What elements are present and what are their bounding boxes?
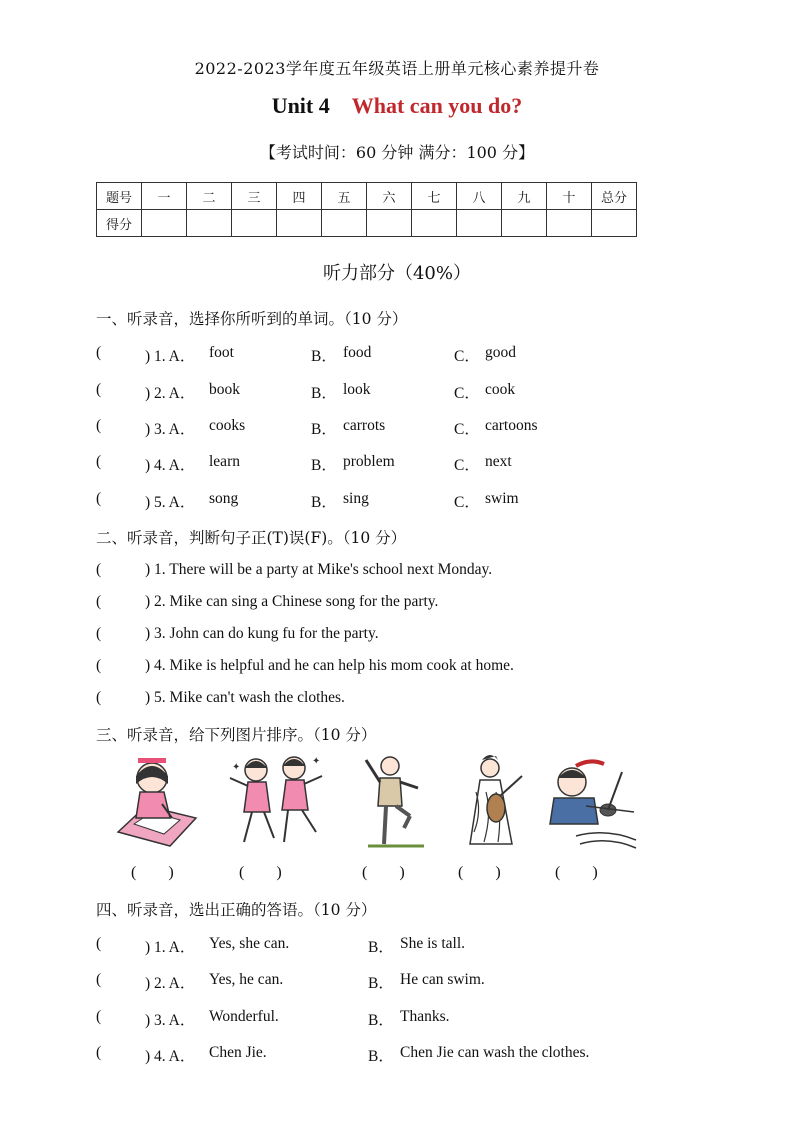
unit-heading [0, 93, 794, 119]
option-c-label: C． [454, 421, 480, 438]
section1-title: 一、听录音，选择你所听到的单词。（10 分） [96, 310, 408, 328]
score-cell: 七 [412, 183, 457, 210]
picture-answer-paren[interactable]: ( ) [555, 864, 598, 881]
score-cell: 九 [502, 183, 547, 210]
option-a: Yes, he can. [209, 971, 284, 988]
score-cell: 四 [277, 183, 322, 210]
score-input-cell[interactable] [502, 210, 547, 237]
option-c-label: C． [454, 348, 480, 365]
score-cell: 总分 [592, 183, 637, 210]
exam-title: 2022-2023学年度五年级英语上册单元核心素养提升卷 [194, 59, 600, 78]
option-a: Wonderful. [209, 1008, 279, 1025]
option-a: cooks [209, 417, 246, 434]
score-cell: 题号 [97, 183, 142, 210]
option-c: good [485, 344, 516, 361]
option-c-label: C． [454, 385, 480, 402]
option-b: problem [343, 453, 395, 470]
score-cell: 六 [367, 183, 412, 210]
question-number: ) 2. A． [145, 975, 196, 992]
option-c: next [485, 453, 512, 470]
option-a: Chen Jie. [209, 1044, 267, 1061]
option-b: food [343, 344, 372, 361]
answer-paren[interactable]: ( [96, 1044, 102, 1061]
answer-paren[interactable]: ( [96, 657, 102, 674]
option-b-label: B． [368, 1012, 394, 1029]
erhu-player-picture [546, 752, 638, 850]
question-number: ) 3. A． [145, 421, 196, 438]
answer-paren[interactable]: ( [96, 453, 102, 470]
score-input-cell[interactable] [592, 210, 637, 237]
option-b: sing [343, 490, 369, 507]
option-b-label: B． [311, 457, 337, 474]
score-input-cell[interactable] [457, 210, 502, 237]
exam-info: 【考试时间：60 分钟 满分：100 分】 [259, 143, 535, 162]
question-number: ) 1. A． [145, 939, 196, 956]
score-cell: 五 [322, 183, 367, 210]
kung-fu-picture [360, 752, 430, 850]
score-value-row [97, 210, 637, 237]
option-a: song [209, 490, 239, 507]
question-number: ) 4. A． [145, 457, 196, 474]
answer-paren[interactable]: ( [96, 381, 102, 398]
answer-paren[interactable]: ( [96, 593, 102, 610]
girl-writing-picture [112, 752, 200, 850]
score-input-cell[interactable] [322, 210, 367, 237]
option-b-label: B． [368, 1048, 394, 1065]
option-a: book [209, 381, 240, 398]
option-c: cartoons [485, 417, 538, 434]
option-b-label: B． [368, 939, 394, 956]
svg-text:✦: ✦ [312, 756, 321, 767]
svg-text:✦: ✦ [232, 762, 241, 773]
pipa-player-picture [462, 752, 528, 850]
statement: ) 1. There will be a party at Mike's school next Monday. [145, 561, 493, 578]
score-input-cell[interactable] [412, 210, 457, 237]
picture-answer-paren[interactable]: ( ) [458, 864, 501, 881]
option-a: foot [209, 344, 234, 361]
score-header-row [97, 183, 637, 210]
answer-paren[interactable]: ( [96, 417, 102, 434]
picture-answer-paren[interactable]: ( ) [362, 864, 405, 881]
picture-answer-paren[interactable]: ( ) [239, 864, 282, 881]
option-b: look [343, 381, 371, 398]
score-input-cell[interactable] [142, 210, 187, 237]
option-c-label: C． [454, 457, 480, 474]
option-b-label: B． [311, 348, 337, 365]
answer-paren[interactable]: ( [96, 490, 102, 507]
option-a: learn [209, 453, 240, 470]
unit-title: What can you do? [351, 93, 523, 118]
score-table [96, 182, 637, 237]
score-cell: 八 [457, 183, 502, 210]
statement: ) 4. Mike is helpful and he can help his mom cook at home. [145, 657, 514, 674]
score-input-cell[interactable] [277, 210, 322, 237]
question-number: ) 2. A． [145, 385, 196, 402]
option-c: swim [485, 490, 519, 507]
option-b-label: B． [368, 975, 394, 992]
unit-number: Unit 4 [271, 93, 330, 118]
answer-paren[interactable]: ( [96, 561, 102, 578]
option-b-label: B． [311, 494, 337, 511]
listening-part-title: 听力部分（40%） [322, 263, 471, 284]
answer-paren[interactable]: ( [96, 344, 102, 361]
score-cell: 得分 [97, 210, 142, 237]
answer-paren[interactable]: ( [96, 689, 102, 706]
answer-paren[interactable]: ( [96, 625, 102, 642]
option-b: Chen Jie can wash the clothes. [400, 1044, 590, 1061]
section3-title: 三、听录音，给下列图片排序。（10 分） [96, 726, 377, 744]
option-c: cook [485, 381, 516, 398]
option-a: Yes, she can. [209, 935, 290, 952]
question-number: ) 4. A． [145, 1048, 196, 1065]
option-c-label: C． [454, 494, 480, 511]
score-cell: 十 [547, 183, 592, 210]
option-b: carrots [343, 417, 386, 434]
option-b: She is tall. [400, 935, 466, 952]
score-input-cell[interactable] [232, 210, 277, 237]
question-number: ) 3. A． [145, 1012, 196, 1029]
statement: ) 2. Mike can sing a Chinese song for the party. [145, 593, 439, 610]
option-b-label: B． [311, 421, 337, 438]
score-input-cell[interactable] [367, 210, 412, 237]
question-number: ) 5. A． [145, 494, 196, 511]
statement: ) 5. Mike can't wash the clothes. [145, 689, 345, 706]
question-number: ) 1. A． [145, 348, 196, 365]
answer-paren[interactable]: ( [96, 935, 102, 952]
score-cell: 一 [142, 183, 187, 210]
section2-title: 二、听录音，判断句子正(T)误(F)。（10 分） [96, 529, 407, 547]
answer-paren[interactable]: ( [96, 1008, 102, 1025]
score-input-cell[interactable] [187, 210, 232, 237]
option-b: He can swim. [400, 971, 485, 988]
option-b: Thanks. [400, 1008, 450, 1025]
statement: ) 3. John can do kung fu for the party. [145, 625, 379, 642]
section4-title: 四、听录音，选出正确的答语。（10 分） [96, 901, 377, 919]
score-cell: 二 [187, 183, 232, 210]
option-b-label: B． [311, 385, 337, 402]
girls-dancing-picture [226, 752, 326, 850]
picture-answer-paren[interactable]: ( ) [131, 864, 174, 881]
answer-paren[interactable]: ( [96, 971, 102, 988]
score-cell: 三 [232, 183, 277, 210]
score-input-cell[interactable] [547, 210, 592, 237]
